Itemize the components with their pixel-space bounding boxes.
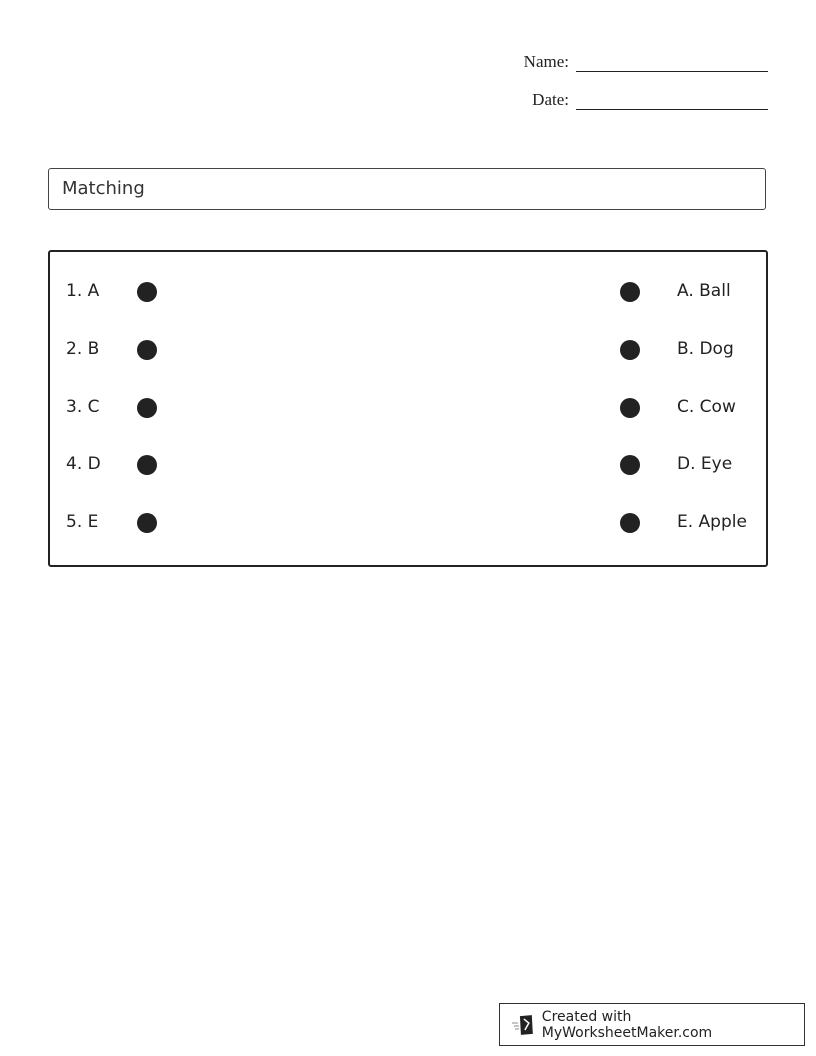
- match-row: [50, 335, 766, 365]
- date-label: Date:: [532, 90, 569, 109]
- right-match-dot[interactable]: [620, 282, 640, 302]
- left-match-dot[interactable]: [137, 398, 157, 418]
- left-match-dot[interactable]: [137, 340, 157, 360]
- left-item-label: 1. A: [66, 281, 100, 301]
- match-row: [50, 508, 766, 538]
- worksheet-title: Matching: [48, 168, 766, 210]
- right-item-label: A. Ball: [677, 281, 731, 301]
- right-item-label: E. Apple: [677, 512, 747, 532]
- right-match-dot[interactable]: [620, 513, 640, 533]
- name-label: Name:: [523, 52, 569, 71]
- right-item-label: D. Eye: [677, 454, 733, 474]
- left-item-label: 2. B: [66, 339, 100, 359]
- right-item-label: B. Dog: [677, 339, 734, 359]
- footer-text: Created with MyWorksheetMaker.com: [541, 1008, 713, 1041]
- right-match-dot[interactable]: [620, 398, 640, 418]
- right-match-dot[interactable]: [620, 455, 640, 475]
- left-item-label: 5. E: [66, 512, 99, 532]
- date-field: [532, 90, 768, 110]
- left-match-dot[interactable]: [137, 282, 157, 302]
- matching-box: [48, 250, 768, 567]
- match-row: [50, 277, 766, 307]
- left-match-dot[interactable]: [137, 455, 157, 475]
- left-item-label: 3. C: [66, 397, 100, 417]
- match-row: [50, 393, 766, 423]
- left-item-label: 4. D: [66, 454, 101, 474]
- date-line: [576, 91, 768, 110]
- footer-credit: [499, 1003, 805, 1046]
- right-match-dot[interactable]: [620, 340, 640, 360]
- match-row: [50, 450, 766, 480]
- right-item-label: C. Cow: [677, 397, 736, 417]
- worksheet-logo-icon: [512, 1014, 536, 1036]
- name-line: [576, 53, 768, 72]
- left-match-dot[interactable]: [137, 513, 157, 533]
- name-field: [524, 52, 768, 72]
